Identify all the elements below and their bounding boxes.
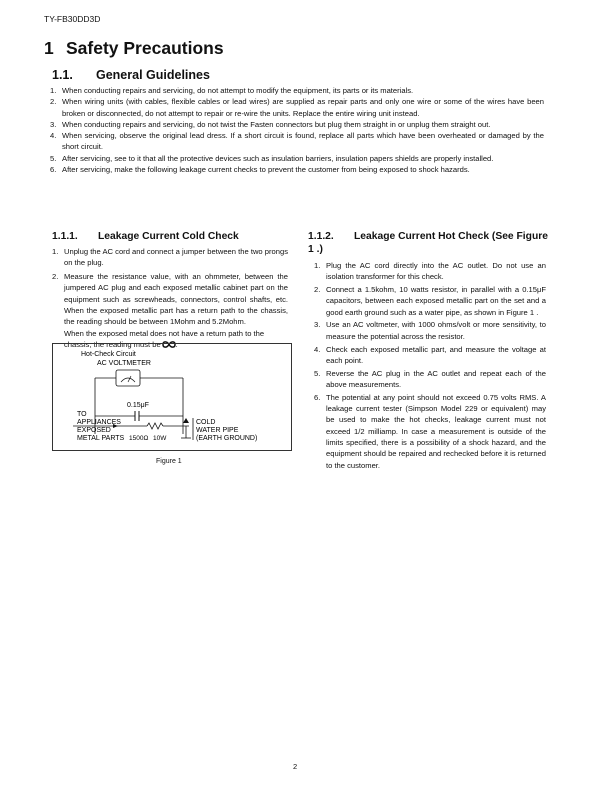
list-item xyxy=(50,130,544,153)
list-item xyxy=(314,319,546,342)
resistor-icon xyxy=(147,423,163,429)
item-text: Use an AC voltmeter, with 1000 ohms/volt or more sensitivity, to measure the potential across the resistor. xyxy=(326,320,546,341)
subsection-heading xyxy=(52,68,210,82)
capacitor-label: 0.15μF xyxy=(127,402,149,409)
subsection-number: 1.1. xyxy=(52,68,73,82)
cold-check-heading xyxy=(52,230,292,243)
subsection-title: General Guidelines xyxy=(96,68,210,82)
item-number: 2. xyxy=(314,285,321,295)
list-item xyxy=(314,284,546,318)
section-number: 1 xyxy=(44,38,54,58)
item-text: The potential at any point should not exceed 0.75 volts RMS. A leakage current tester (Simpson Model 229 or equivalent) may be used to make the hot checks, leakage current must not exceed 1/2 milliamp. In case a measurement is outside of the limits specified, there is a possibility of a shock hazard, and the equipment should be repaired and rechecked before it is returned to the customer. xyxy=(326,392,546,470)
appliance-label-line: TO xyxy=(77,411,87,418)
list-item xyxy=(52,271,288,350)
list-item xyxy=(50,164,544,175)
item-number: 4. xyxy=(314,344,321,354)
appliance-label-line: EXPOSED xyxy=(77,427,111,434)
item-text: Connect a 1.5kohm, 10 watts resistor, in parallel with a 0.15μF capacitors, between each exposed metallic part on the set and a good earth ground such as a water pipe, as shown in Figure 1 . xyxy=(326,285,546,317)
cold-check-title: Leakage Current Cold Check xyxy=(98,231,239,242)
water-pipe-label-line: (EARTH GROUND) xyxy=(196,435,258,442)
section-title: Safety Precautions xyxy=(66,38,224,58)
item-text: After servicing, see to it that all the protective devices such as insulation barriers, insulation papers shields are properly installed. xyxy=(62,153,494,163)
figure-caption: Figure 1 xyxy=(156,458,182,465)
list-item xyxy=(314,368,546,391)
item-number: 6. xyxy=(50,165,57,175)
list-item xyxy=(314,392,546,471)
cold-check-list xyxy=(52,246,288,353)
item-number: 3. xyxy=(50,119,57,129)
item-text: When conducting repairs and servicing, do not twist the Fasten connectors but plug them straight in or unplug them straight out. xyxy=(62,119,491,129)
item-text: When conducting repairs and servicing, do not attempt to modify the equipment, its parts or its materials. xyxy=(62,86,414,95)
item-text: Plug the AC cord directly into the AC outlet. Do not use an isolation transformer for this check. xyxy=(326,261,546,282)
resistor-value-label: 1500Ω xyxy=(129,435,149,442)
page-number: 2 xyxy=(293,762,298,771)
item-number: 3. xyxy=(314,320,321,330)
resistor-watts-label: 10W xyxy=(153,435,167,442)
section-heading xyxy=(44,38,224,59)
item-text: When servicing, observe the original lead dress. If a short circuit is found, replace all parts which have been overheated or damaged by the short circuit. xyxy=(62,131,544,152)
list-item xyxy=(50,96,544,119)
list-item xyxy=(52,246,288,269)
arrow-up-icon xyxy=(183,418,189,423)
appliance-label-line: APPLIANCES xyxy=(77,419,121,426)
item-number: 5. xyxy=(314,368,321,378)
item-text: Reverse the AC plug in the AC outlet and repeat each of the above measurements. xyxy=(326,368,546,389)
water-pipe-label-line: WATER PIPE xyxy=(196,427,239,434)
item-number: 1. xyxy=(50,86,57,95)
item-number: 6. xyxy=(314,392,321,402)
hot-check-circuit-figure xyxy=(52,343,292,451)
list-item xyxy=(50,119,544,130)
cold-check-number: 1.1.1. xyxy=(52,231,78,242)
item-number: 1. xyxy=(52,247,59,256)
document-model-header: TY-FB30DD3D xyxy=(44,14,101,24)
item-text: Check each exposed metallic part, and measure the voltage at each point. xyxy=(326,344,546,365)
list-item xyxy=(314,260,546,283)
water-pipe-label-line: COLD xyxy=(196,419,216,426)
general-guidelines-list xyxy=(50,85,544,175)
list-item xyxy=(50,153,544,164)
item-text-continued: When the exposed metal does not have a return path to the chassis, the reading must be . xyxy=(64,328,265,349)
item-text: After servicing, make the following leakage current checks to prevent the customer from being exposed to shock hazards. xyxy=(62,165,470,175)
item-number: 4. xyxy=(50,131,57,141)
hot-check-number: 1.1.2. xyxy=(308,231,334,242)
appliance-label-line: METAL PARTS xyxy=(77,435,125,442)
voltmeter-needle xyxy=(128,376,131,382)
item-number: 5. xyxy=(50,153,57,163)
item-text-second-paragraph: When the exposed metal does not have a return path to the chassis, the reading must be xyxy=(64,328,265,349)
hot-check-list xyxy=(314,260,546,472)
hot-check-title: Leakage Current Hot Check (See Figure 1 .) xyxy=(308,231,548,255)
list-item xyxy=(314,344,546,367)
item-text: Measure the resistance value, with an ohmmeter, between the jumpered AC plug and each exposed metallic cabinet part on the equipment such as screwheads, connectors, control shafts, etc. When the exposed metallic part has a return path to the chassis, the reading should be between 1Mohm and 5.2Mohm. xyxy=(64,272,288,327)
figure-title: Hot-Check Circuit xyxy=(81,351,136,358)
list-item xyxy=(50,85,544,96)
item-number: 2. xyxy=(52,272,59,282)
item-number: 1. xyxy=(314,261,321,270)
item-text: When wiring units (with cables, flexible cables or lead wires) are supplied as repair parts and only one wire or some of the wires have been broken or disconnected, do not attempt to repair or re-wire the units. Replace the entire wiring unit instead. xyxy=(62,97,544,118)
voltmeter-label: AC VOLTMETER xyxy=(97,360,151,367)
item-text: Unplug the AC cord and connect a jumper between the two prongs on the plug. xyxy=(64,247,288,268)
circuit-diagram xyxy=(53,344,291,450)
hot-check-heading xyxy=(308,230,548,256)
item-number: 2. xyxy=(50,97,57,107)
